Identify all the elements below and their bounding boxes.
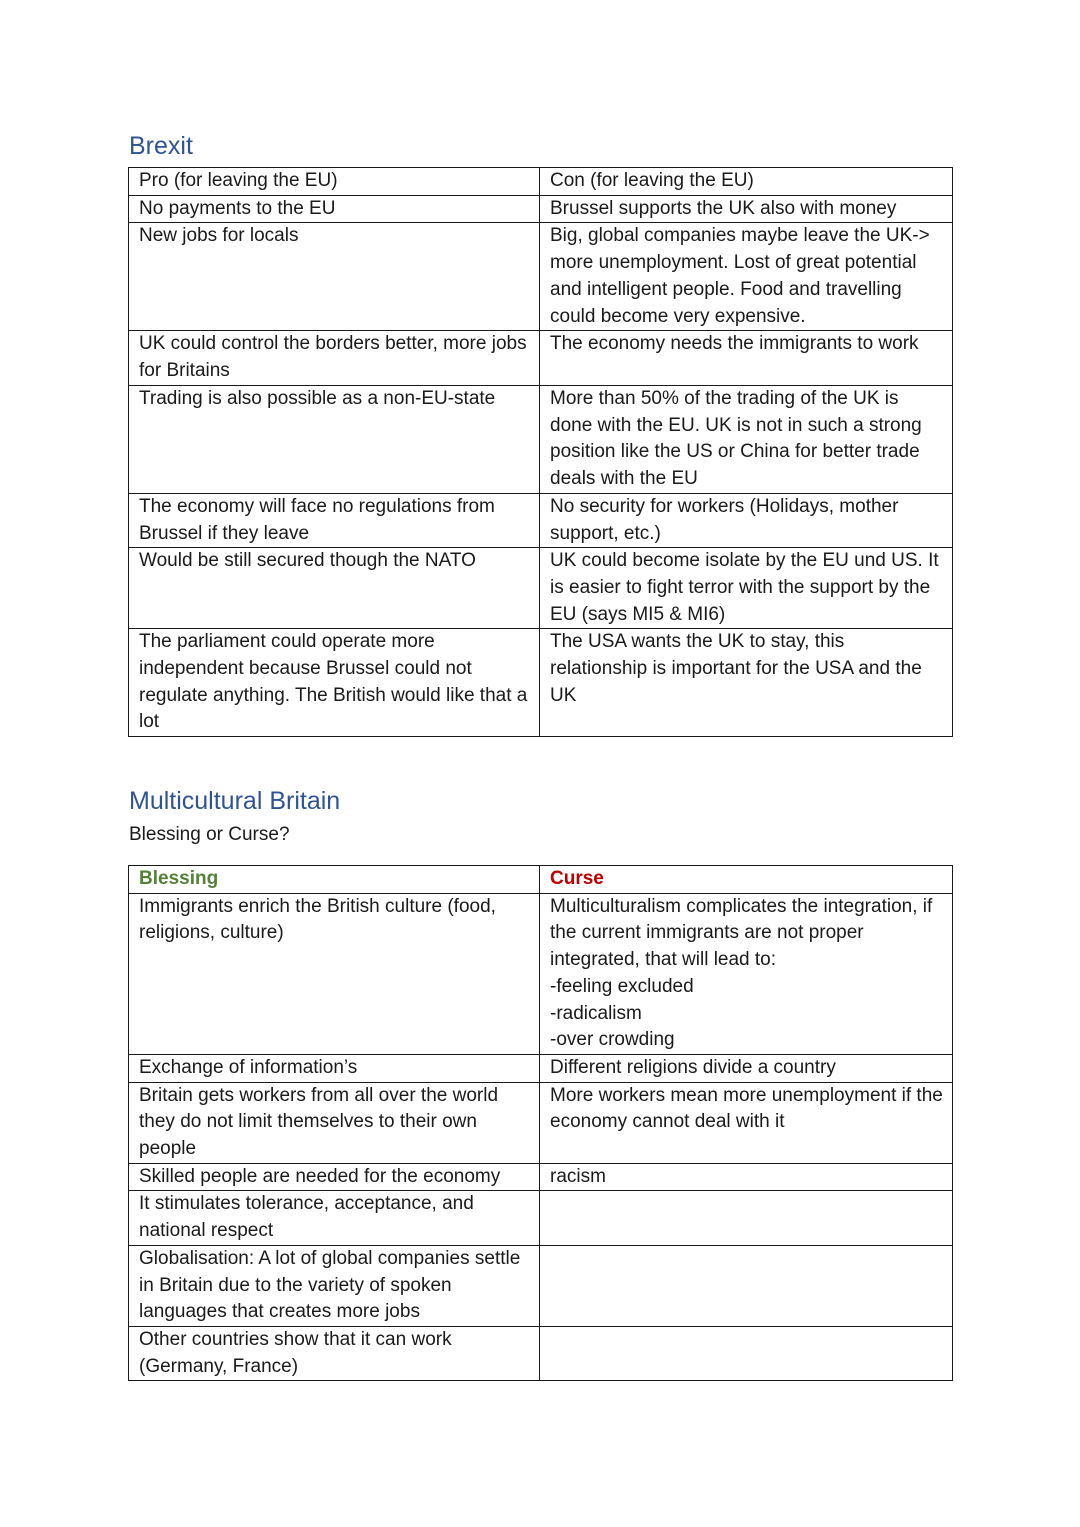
curse-point: -over crowding — [550, 1029, 675, 1051]
table-row — [129, 223, 953, 331]
blessing-cell: It stimulates tolerance, acceptance, and national respect — [129, 1191, 540, 1245]
pro-cell: No payments to the EU — [129, 195, 540, 223]
table-row — [129, 1245, 953, 1326]
table-row — [129, 1326, 953, 1380]
curse-cell: More workers mean more unemployment if the economy cannot deal with it — [540, 1082, 953, 1163]
pro-cell: The economy will face no regulations from Brussel if they leave — [129, 493, 540, 547]
curse-cell: racism — [540, 1163, 953, 1191]
table-row — [129, 195, 953, 223]
curse-header: Curse — [540, 866, 953, 894]
blessing-header: Blessing — [129, 866, 540, 894]
blessing-cell: Globalisation: A lot of global companies settle in Britain due to the variety of spoken languages that creates more jobs — [129, 1245, 540, 1326]
table-row — [129, 1163, 953, 1191]
con-cell: UK could become isolate by the EU und US. It is easier to fight terror with the support by the EU (says MI5 & MI6) — [540, 548, 953, 629]
table-row — [129, 493, 953, 547]
table-row — [129, 548, 953, 629]
multicultural-heading: Multicultural Britain — [129, 787, 341, 815]
blessing-cell: Other countries show that it can work (Germany, France) — [129, 1326, 540, 1380]
con-cell: Brussel supports the UK also with money — [540, 195, 953, 223]
con-cell: Big, global companies maybe leave the UK-> more unemployment. Lost of great potential and intelligent people. Food and travelling could become very expensive. — [540, 223, 953, 331]
pro-cell: Would be still secured though the NATO — [129, 548, 540, 629]
con-cell: No security for workers (Holidays, mother support, etc.) — [540, 493, 953, 547]
blessing-curse-table — [128, 865, 953, 1381]
curse-cell — [540, 1191, 953, 1245]
table-row — [129, 1054, 953, 1082]
table-row — [129, 331, 953, 385]
curse-cell — [540, 1245, 953, 1326]
pro-cell: Trading is also possible as a non-EU-state — [129, 385, 540, 493]
pro-cell: The parliament could operate more independent because Brussel could not regulate anything. The British would like that a lot — [129, 629, 540, 737]
pro-cell: New jobs for locals — [129, 223, 540, 331]
blessing-cell: Skilled people are needed for the economy — [129, 1163, 540, 1191]
curse-cell — [540, 1326, 953, 1380]
table-row — [129, 385, 953, 493]
table-row — [129, 1082, 953, 1163]
con-cell: The USA wants the UK to stay, this relationship is important for the USA and the UK — [540, 629, 953, 737]
blessing-cell: Britain gets workers from all over the world they do not limit themselves to their own people — [129, 1082, 540, 1163]
con-cell: The economy needs the immigrants to work — [540, 331, 953, 385]
table-header-row — [129, 866, 953, 894]
pro-cell: UK could control the borders better, more jobs for Britains — [129, 331, 540, 385]
multicultural-subtitle: Blessing or Curse? — [129, 824, 290, 845]
con-header: Con (for leaving the EU) — [540, 168, 953, 196]
curse-cell: Different religions divide a country — [540, 1054, 953, 1082]
curse-point: -radicalism — [550, 1002, 642, 1024]
table-row — [129, 629, 953, 737]
blessing-cell: Immigrants enrich the British culture (food, religions, culture) — [129, 893, 540, 1054]
blessing-cell: Exchange of information’s — [129, 1054, 540, 1082]
curse-point: -feeling excluded — [550, 975, 694, 997]
brexit-heading: Brexit — [129, 132, 193, 160]
brexit-pro-con-table — [128, 167, 953, 737]
con-cell: More than 50% of the trading of the UK is done with the EU. UK is not in such a strong position like the US or China for better trade deals with the EU — [540, 385, 953, 493]
table-row — [129, 893, 953, 1054]
table-header-row — [129, 168, 953, 196]
curse-cell — [540, 893, 953, 1054]
pro-header: Pro (for leaving the EU) — [129, 168, 540, 196]
table-row — [129, 1191, 953, 1245]
curse-intro: Multiculturalism complicates the integration, if the current immigrants are not proper integrated, that will lead to: — [550, 895, 933, 971]
